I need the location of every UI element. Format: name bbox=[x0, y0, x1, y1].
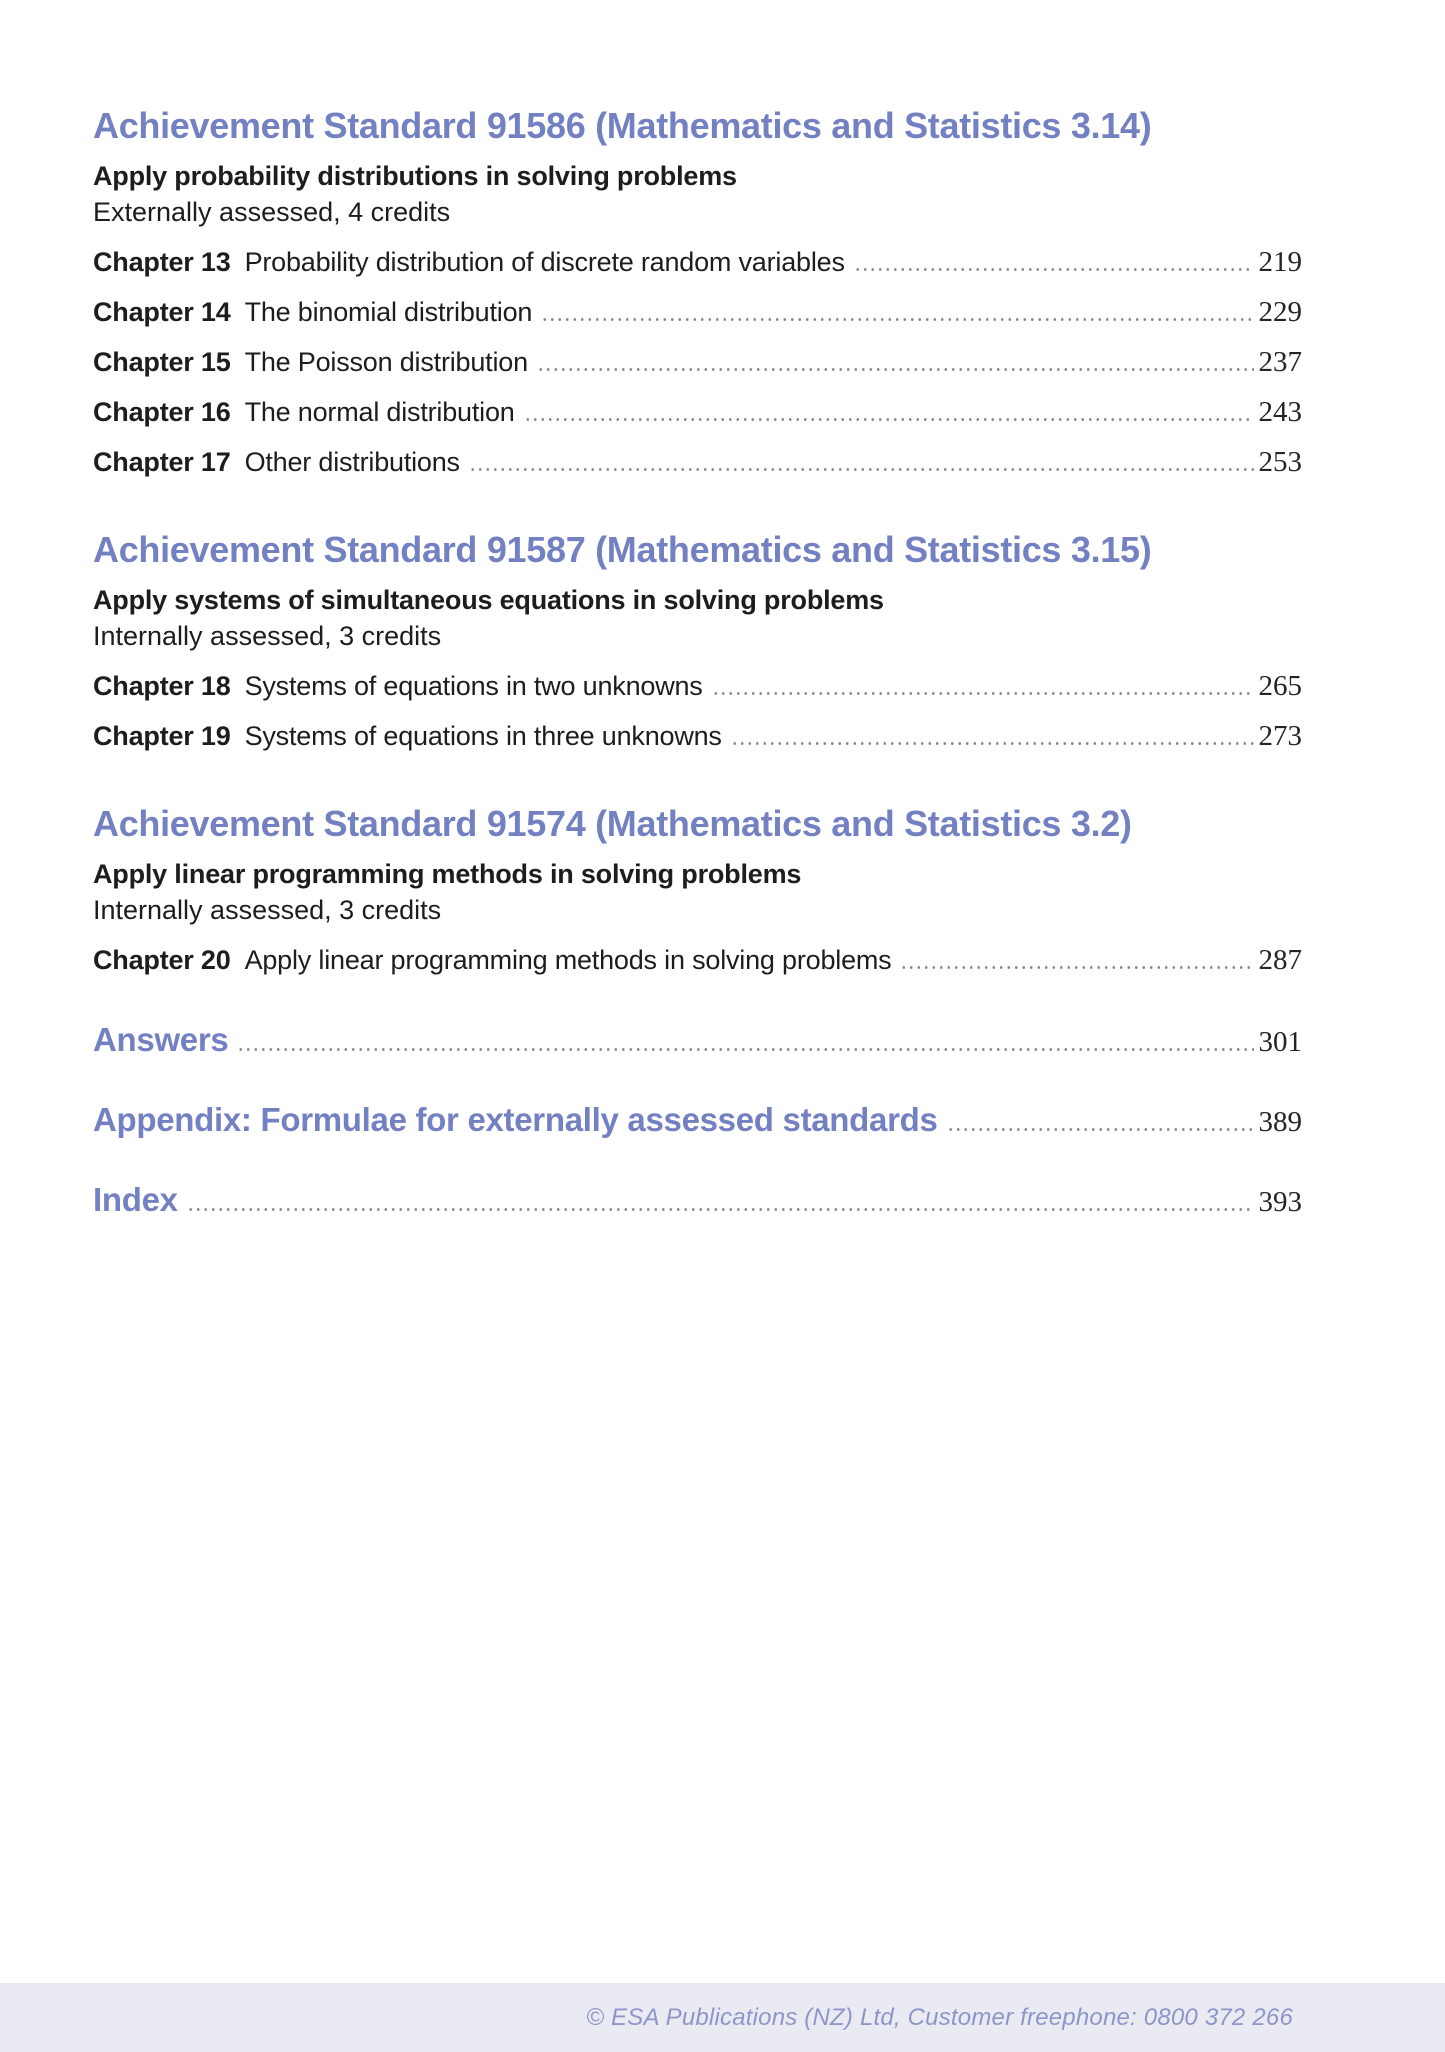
dotted-leader bbox=[541, 318, 1253, 321]
dotted-leader bbox=[947, 1128, 1254, 1131]
appendix-title: Appendix: Formulae for externally assessed standards bbox=[93, 1101, 938, 1138]
dotted-leader bbox=[469, 468, 1254, 471]
chapter-list bbox=[93, 246, 1302, 478]
answers-row bbox=[93, 1020, 1302, 1060]
back-matter-list bbox=[93, 1020, 1302, 1220]
chapter-list bbox=[93, 670, 1302, 752]
dotted-leader bbox=[537, 368, 1254, 371]
section-heading: Achievement Standard 91587 (Mathematics and Statistics 3.15) bbox=[93, 529, 1152, 570]
dotted-leader bbox=[187, 1208, 1254, 1211]
section-heading: Achievement Standard 91586 (Mathematics and Statistics 3.14) bbox=[93, 105, 1152, 146]
chapter-label: Chapter 14 bbox=[93, 297, 231, 327]
table-row bbox=[93, 296, 1302, 328]
footer-copyright-text: © ESA Publications (NZ) Ltd, Customer freephone: 0800 372 266 bbox=[586, 2003, 1293, 2031]
chapter-label: Chapter 15 bbox=[93, 347, 231, 377]
chapter-title: Probability distribution of discrete random variables bbox=[244, 247, 845, 277]
dotted-leader bbox=[900, 966, 1253, 969]
chapter-list bbox=[93, 944, 1302, 976]
page-number: 273 bbox=[1258, 720, 1302, 752]
section-subtitle: Apply linear programming methods in solving problems bbox=[93, 859, 802, 889]
answers-title: Answers bbox=[93, 1021, 229, 1058]
chapter-label: Chapter 18 bbox=[93, 671, 231, 701]
footer-bar bbox=[0, 1983, 1445, 2052]
assessment-line: Externally assessed, 4 credits bbox=[93, 197, 451, 227]
chapter-title: Systems of equations in two unknowns bbox=[244, 671, 703, 701]
page-number: 219 bbox=[1258, 246, 1302, 278]
chapter-label: Chapter 16 bbox=[93, 397, 231, 427]
chapter-label: Chapter 13 bbox=[93, 247, 231, 277]
page-number: 237 bbox=[1258, 346, 1302, 378]
section-91586 bbox=[93, 104, 1302, 478]
section-91574 bbox=[93, 802, 1302, 976]
chapter-title: The binomial distribution bbox=[244, 297, 533, 327]
page-number: 301 bbox=[1258, 1026, 1302, 1058]
section-subtitle: Apply probability distributions in solving problems bbox=[93, 161, 737, 191]
appendix-row bbox=[93, 1100, 1302, 1140]
chapter-title: Other distributions bbox=[244, 447, 460, 477]
chapter-label: Chapter 20 bbox=[93, 945, 231, 975]
chapter-title: Apply linear programming methods in solving problems bbox=[244, 945, 892, 975]
table-row bbox=[93, 346, 1302, 378]
page-number: 243 bbox=[1258, 396, 1302, 428]
section-subtitle: Apply systems of simultaneous equations in solving problems bbox=[93, 585, 884, 615]
page-number: 287 bbox=[1258, 944, 1302, 976]
page-number: 393 bbox=[1258, 1186, 1302, 1218]
page-number: 389 bbox=[1258, 1106, 1302, 1138]
chapter-title: The normal distribution bbox=[244, 397, 515, 427]
table-row bbox=[93, 720, 1302, 752]
dotted-leader bbox=[237, 1048, 1253, 1051]
index-title: Index bbox=[93, 1181, 178, 1218]
table-row bbox=[93, 246, 1302, 278]
table-row bbox=[93, 446, 1302, 478]
index-row bbox=[93, 1180, 1302, 1220]
chapter-title: The Poisson distribution bbox=[244, 347, 528, 377]
dotted-leader bbox=[731, 742, 1254, 745]
dotted-leader bbox=[854, 268, 1254, 271]
chapter-title: Systems of equations in three unknowns bbox=[244, 721, 722, 751]
table-row bbox=[93, 396, 1302, 428]
chapter-label: Chapter 19 bbox=[93, 721, 231, 751]
section-heading: Achievement Standard 91574 (Mathematics and Statistics 3.2) bbox=[93, 803, 1132, 844]
section-91587 bbox=[93, 528, 1302, 752]
assessment-line: Internally assessed, 3 credits bbox=[93, 895, 442, 925]
chapter-label: Chapter 17 bbox=[93, 447, 231, 477]
assessment-line: Internally assessed, 3 credits bbox=[93, 621, 442, 651]
dotted-leader bbox=[712, 692, 1254, 695]
dotted-leader bbox=[524, 418, 1254, 421]
table-row bbox=[93, 670, 1302, 702]
page-number: 253 bbox=[1258, 446, 1302, 478]
table-row bbox=[93, 944, 1302, 976]
page-number: 229 bbox=[1258, 296, 1302, 328]
page-number: 265 bbox=[1258, 670, 1302, 702]
